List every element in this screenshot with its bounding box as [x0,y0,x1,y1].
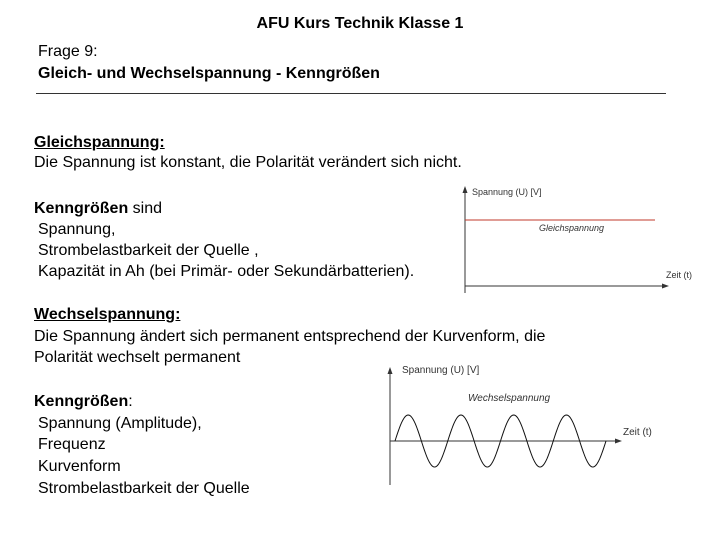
divider [36,93,666,94]
ac-y-axis-arrow [388,367,393,374]
question-number: Frage 9: [38,43,98,60]
ac-param-item: Kurvenform [38,458,121,475]
ac-x-axis-arrow [615,439,622,444]
dc-x-axis-label: Zeit (t) [666,270,692,280]
ac-description-line1: Die Spannung ändert sich permanent entsprechend der Kurvenform, die [34,328,546,345]
question-title: Gleich- und Wechselspannung - Kenngrößen [38,65,380,82]
dc-curve-label: Gleichspannung [539,223,605,233]
ac-params-intro [34,393,133,411]
ac-param-item: Strombelastbarkeit der Quelle [38,480,250,497]
dc-y-axis-label: Spannung (U) [V] [472,187,542,197]
dc-param-item: Kapazität in Ah (bei Primär- oder Sekundärbatterien). [38,263,415,280]
dc-heading: Gleichspannung: [34,134,165,151]
dc-y-axis-arrow [463,186,468,193]
ac-param-item: Spannung (Amplitude), [38,415,202,432]
dc-x-axis-arrow [662,284,669,289]
ac-heading: Wechselspannung: [34,306,181,323]
ac-param-item: Frequenz [38,436,106,453]
ac-params-suffix: : [128,393,133,410]
dc-param-item: Strombelastbarkeit der Quelle , [38,242,259,259]
dc-params-label: Kenngrößen [34,200,129,217]
ac-y-axis-label: Spannung (U) [V] [402,365,480,376]
ac-curve-label: Wechselspannung [468,393,551,404]
dc-param-item: Spannung, [38,221,116,238]
dc-params-intro [34,200,162,218]
ac-x-axis-label: Zeit (t) [623,427,652,438]
ac-description-line2: Polarität wechselt permanent [34,349,241,366]
dc-params-suffix: sind [128,200,163,217]
ac-voltage-diagram [378,360,678,500]
dc-voltage-diagram [455,180,705,300]
dc-description: Die Spannung ist konstant, die Polarität verändert sich nicht. [34,154,462,171]
page-title: AFU Kurs Technik Klasse 1 [256,15,464,32]
ac-params-label: Kenngrößen [34,393,129,410]
